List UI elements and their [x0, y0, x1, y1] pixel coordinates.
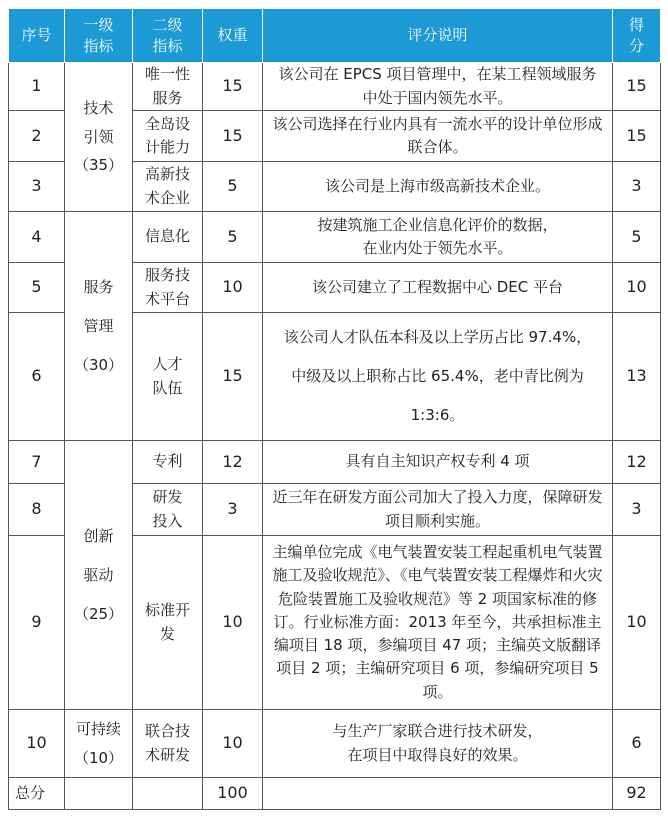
desc-cell: 该公司人才队伍本科及以上学历占比 97.4%， 中级及以上职称占比 65.4%，老中青比例为 1:3:6。 [263, 313, 613, 441]
seq-cell: 1 [9, 63, 65, 111]
weight-cell: 12 [203, 441, 263, 484]
table-row [9, 710, 661, 778]
header-desc: 评分说明 [263, 9, 613, 63]
level1-cell: 可持续 （10） [65, 710, 133, 778]
level1-cell: 服务 管理 （30） [65, 212, 133, 441]
weight-cell: 10 [203, 710, 263, 778]
score-cell: 10 [613, 263, 661, 313]
score-cell: 10 [613, 536, 661, 710]
seq-cell: 8 [9, 484, 65, 536]
desc-cell: 该公司在 EPCS 项目管理中，在某工程领域服务中处于国内领先水平。 [263, 63, 613, 111]
level2-cell: 高新技 术企业 [133, 162, 203, 212]
total-label: 总分 [9, 778, 65, 810]
desc-cell: 与生产厂家联合进行技术研发， 在项目中取得良好的效果。 [263, 710, 613, 778]
level2-cell: 服务技 术平台 [133, 263, 203, 313]
table-row [9, 441, 661, 484]
desc-cell: 近三年在研发方面公司加大了投入力度，保障研发项目顺利实施。 [263, 484, 613, 536]
desc-cell: 主编单位完成《电气装置安装工程起重机电气装置施工及验收规范》、《电气装置安装工程爆炸和火灾危险装置施工及验收规范》等 2 项国家标准的修订。行业标准方面：2013 年至今，共承担标准主编项目 18 项，参编项目 47 项；主编英文版翻译项目 2 项；主编研究项目 6 项，参编研究项目 5 项。 [263, 536, 613, 710]
header-seq: 序号 [9, 9, 65, 63]
total-score: 92 [613, 778, 661, 810]
weight-cell: 5 [203, 212, 263, 263]
level1-cell: 创新 驱动 （25） [65, 441, 133, 710]
weight-cell: 10 [203, 536, 263, 710]
seq-cell: 9 [9, 536, 65, 710]
header-row [9, 9, 661, 63]
blank-cell [65, 778, 133, 810]
desc-cell: 该公司建立了工程数据中心 DEC 平台 [263, 263, 613, 313]
weight-cell: 15 [203, 111, 263, 162]
seq-cell: 6 [9, 313, 65, 441]
seq-cell: 2 [9, 111, 65, 162]
seq-cell: 7 [9, 441, 65, 484]
scoring-table [8, 8, 661, 810]
header-level2: 二级 指标 [133, 9, 203, 63]
score-cell: 13 [613, 313, 661, 441]
total-row [9, 778, 661, 810]
header-level1: 一级 指标 [65, 9, 133, 63]
table-row [9, 212, 661, 263]
score-cell: 6 [613, 710, 661, 778]
blank-cell [263, 778, 613, 810]
desc-cell: 该公司是上海市级高新技术企业。 [263, 162, 613, 212]
score-cell: 15 [613, 63, 661, 111]
level2-cell: 全岛设 计能力 [133, 111, 203, 162]
weight-cell: 15 [203, 63, 263, 111]
level2-cell: 信息化 [133, 212, 203, 263]
score-cell: 12 [613, 441, 661, 484]
level2-cell: 专利 [133, 441, 203, 484]
table-row [9, 63, 661, 111]
level2-cell: 人才 队伍 [133, 313, 203, 441]
header-score: 得 分 [613, 9, 661, 63]
weight-cell: 10 [203, 263, 263, 313]
level1-cell: 技术 引领 （35） [65, 63, 133, 212]
desc-cell: 具有自主知识产权专利 4 项 [263, 441, 613, 484]
weight-cell: 3 [203, 484, 263, 536]
seq-cell: 10 [9, 710, 65, 778]
weight-cell: 15 [203, 313, 263, 441]
seq-cell: 4 [9, 212, 65, 263]
header-weight: 权重 [203, 9, 263, 63]
score-cell: 5 [613, 212, 661, 263]
blank-cell [133, 778, 203, 810]
desc-cell: 按建筑施工企业信息化评价的数据， 在业内处于领先水平。 [263, 212, 613, 263]
desc-cell: 该公司选择在行业内具有一流水平的设计单位形成联合体。 [263, 111, 613, 162]
level2-cell: 唯一性 服务 [133, 63, 203, 111]
seq-cell: 5 [9, 263, 65, 313]
score-cell: 15 [613, 111, 661, 162]
score-cell: 3 [613, 162, 661, 212]
level2-cell: 联合技 术研发 [133, 710, 203, 778]
weight-cell: 5 [203, 162, 263, 212]
seq-cell: 3 [9, 162, 65, 212]
level2-cell: 研发 投入 [133, 484, 203, 536]
level2-cell: 标准开 发 [133, 536, 203, 710]
score-cell: 3 [613, 484, 661, 536]
total-weight: 100 [203, 778, 263, 810]
